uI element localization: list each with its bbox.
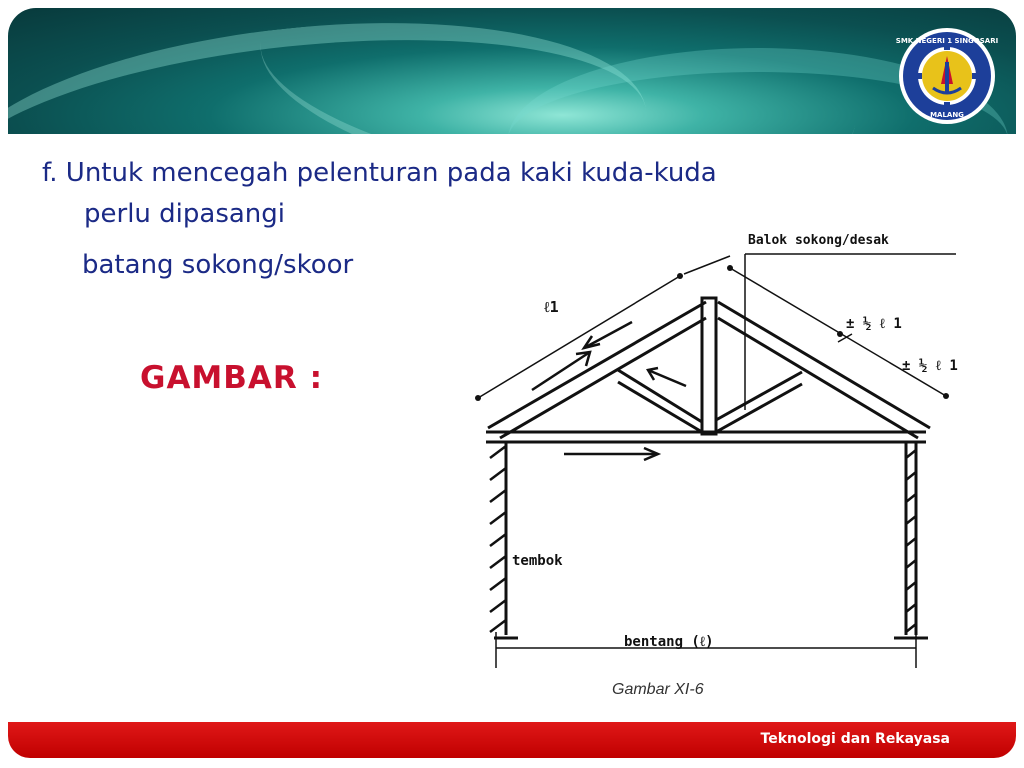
label-balok-sokong: Balok sokong/desak (748, 233, 889, 248)
label-half-l1-bottom: ± ½ ℓ 1 (902, 358, 958, 374)
label-bentang: bentang (ℓ) (624, 634, 714, 650)
label-l1: ℓ1 (544, 298, 559, 316)
svg-text:MALANG: MALANG (930, 111, 964, 119)
label-half-l1-top: ± ½ ℓ 1 (846, 316, 902, 332)
label-tembok: tembok (512, 553, 563, 569)
footer-text: Teknologi dan Rekayasa (760, 731, 950, 747)
truss-figure (440, 210, 996, 715)
text-line-1: f. Untuk mencegah pelenturan pada kaki kuda-kuda (42, 158, 717, 188)
figure-caption: Gambar XI-6 (612, 681, 704, 698)
text-line-3: batang sokong/skoor (82, 250, 354, 280)
school-emblem-icon (893, 26, 1001, 126)
gambar-label: GAMBAR : (140, 360, 323, 396)
text-line-2: perlu dipasangi (84, 199, 286, 229)
header-banner (8, 8, 1016, 134)
svg-text:SMK NEGERI 1 SINGOSARI: SMK NEGERI 1 SINGOSARI (895, 37, 999, 45)
